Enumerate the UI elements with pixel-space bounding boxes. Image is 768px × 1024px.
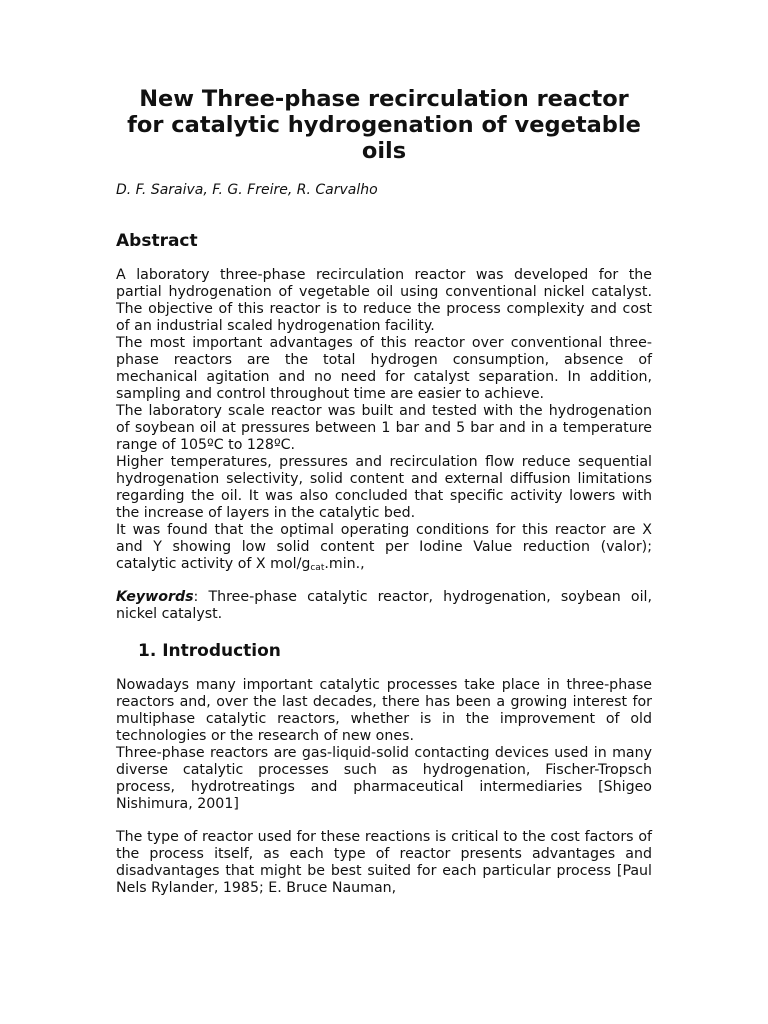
author-list: D. F. Saraiva, F. G. Freire, R. Carvalho	[116, 182, 378, 198]
introduction-paragraph: Nowadays many important catalytic processes take place in three-phase reactors and, over the last decades, there has been a growing interest for multiphase catalytic reactors, whether is in the improvement of old technologies or the research of new ones.	[116, 677, 652, 744]
conclusion-text-end: .min.,	[324, 556, 365, 572]
catalyst-subscript: cat	[310, 563, 325, 573]
title-line-1: New Three-phase recirculation reactor	[139, 86, 629, 112]
document-page	[116, 86, 652, 897]
title-line-3: oils	[361, 138, 407, 164]
keywords	[116, 589, 652, 623]
keywords-label: Keywords	[116, 589, 194, 605]
abstract-paragraph-conclusion	[116, 522, 652, 573]
paper-title	[116, 86, 652, 164]
introduction-heading: 1. Introduction	[138, 641, 281, 661]
title-line-2: for catalytic hydrogenation of vegetable	[127, 112, 641, 138]
conclusion-text: It was found that the optimal operating conditions for this reactor are X and Y showing low solid content per Iodine Value reduction (valor); catalytic activity of X mol/g	[116, 522, 652, 572]
introduction-paragraph: Three-phase reactors are gas-liquid-solid contacting devices used in many diverse catalytic processes such as hydrogenation, Fischer-Tropsch process, hydrotreatings and pharmaceutical intermediaries [Shigeo Nishimura, 2001]	[116, 745, 652, 812]
keywords-text: : Three-phase catalytic reactor, hydrogenation, soybean oil, nickel catalyst.	[116, 589, 652, 622]
abstract-heading: Abstract	[116, 231, 198, 251]
abstract-paragraph: The most important advantages of this reactor over conventional three-phase reactors are the total hydrogen consumption, absence of mechanical agitation and no need for catalyst separation. In addition, sampling and control throughout time are easier to achieve.	[116, 335, 652, 402]
abstract-paragraph: A laboratory three-phase recirculation reactor was developed for the partial hydrogenation of vegetable oil using conventional nickel catalyst. The objective of this reactor is to reduce the process complexity and cost of an industrial scaled hydrogenation facility.	[116, 267, 652, 334]
abstract-paragraph: The laboratory scale reactor was built and tested with the hydrogenation of soybean oil at pressures between 1 bar and 5 bar and in a temperature range of 105ºC to 128ºC.	[116, 403, 652, 453]
introduction-paragraph: The type of reactor used for these reactions is critical to the cost factors of the process itself, as each type of reactor presents advantages and disadvantages that might be best suited for each particular process [Paul Nels Rylander, 1985; E. Bruce Nauman,	[116, 829, 652, 896]
abstract-paragraph: Higher temperatures, pressures and recirculation flow reduce sequential hydrogenation selectivity, solid content and external diffusion limitations regarding the oil. It was also concluded that specific activity lowers with the increase of layers in the catalytic bed.	[116, 454, 652, 521]
